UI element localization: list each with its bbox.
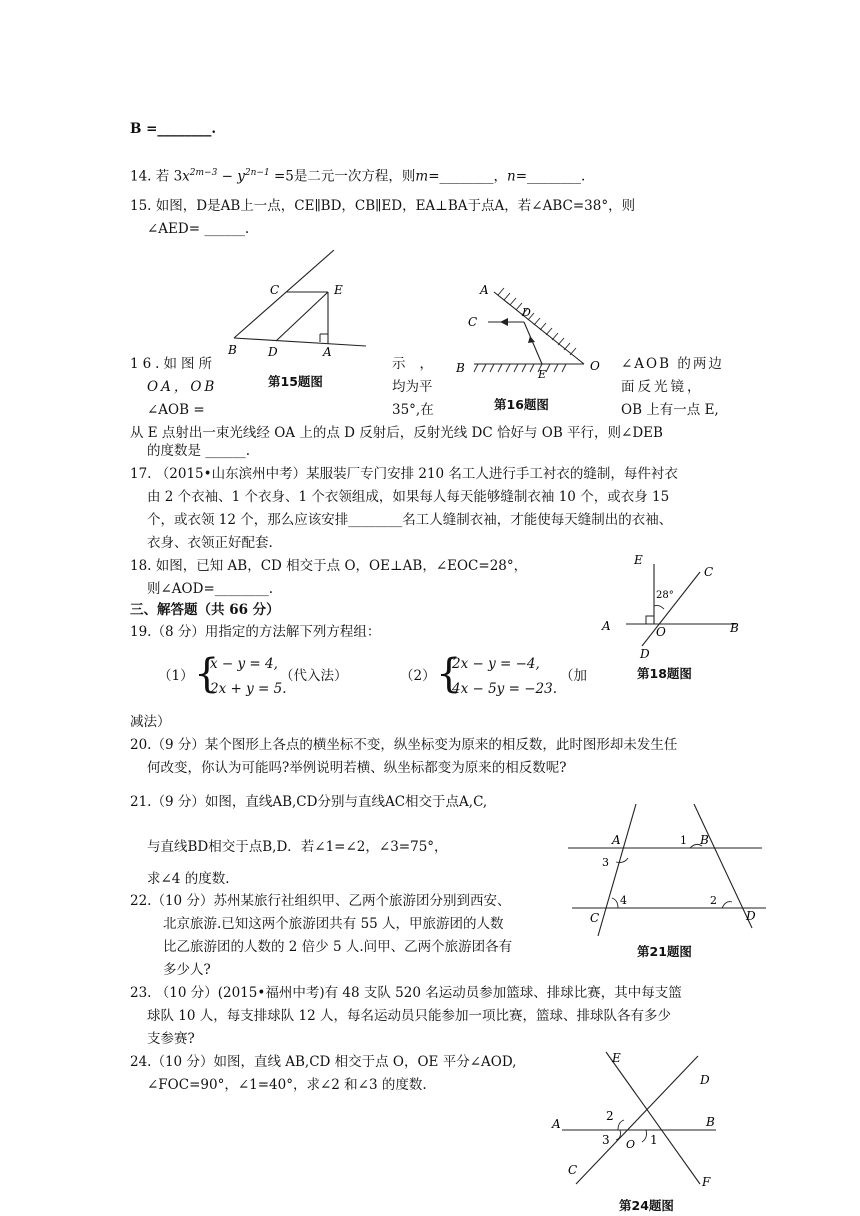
q16-col3-line1: ∠AOB 的两边 [621,356,724,372]
q16-col3-line2: 面反光镜， [621,379,704,395]
q19-brace-2: { [436,651,462,697]
fig15-label-c: C [270,283,280,297]
section-3-heading: 三、解答题（共 66 分） [130,602,280,618]
fig24-label-1: 1 [650,1133,658,1147]
fig16-label-a: A [480,283,489,297]
fig16-label-e: E [538,368,547,380]
fig16-label-o: O [590,359,600,373]
q14-m: m [415,168,429,185]
q19-eq2b: 4x − 5y = −23. [452,681,557,697]
q18-line2: 则∠AOD=________. [147,581,274,597]
fig21-label-a: A [612,833,621,847]
fig21-label-1: 1 [680,834,687,847]
fig15-label-e: E [334,283,343,297]
q19-part1-label: （1） [158,668,194,684]
q16-col2-line2: 均为平 [392,379,433,395]
fig24-label-o: O [626,1138,636,1151]
q20-line2: 何改变，你认为可能吗?举例说明若横、纵坐标都变为原来的相反数呢? [147,760,567,776]
q17-line1: 17. （2015•山东滨州中考）某服装厂专门安排 210 名工人进行手工衬衣的缝制，每件衬衣 [130,466,678,482]
fig15-label-b: B [228,343,237,357]
figure-16 [452,280,612,380]
q19-part2-label: （2） [400,668,436,684]
q22-line3: 比乙旅游团的人数的 2 倍少 5 人.问甲、乙两个旅游团各有 [163,939,513,955]
q14-m-blank: =________， [428,168,507,185]
q21-line3: 求∠4 的度数. [147,871,230,887]
fig24-label-c: C [568,1163,578,1177]
question-14 [130,163,585,187]
figure-18 [596,550,756,660]
fig21-label-4: 4 [620,894,627,907]
fig24-label-a: A [552,1117,561,1131]
q23-line1: 23. （10 分）(2015•福州中考)有 48 支队 520 名运动员参加篮球、排球比赛，其中每支篮 [130,985,682,1001]
q13-answer-blank: B =________. [130,121,217,137]
q16-col3-line3: OB 上有一点 E, [621,402,719,418]
fig18-label-o: O [656,625,666,639]
q20-line1: 20.（9 分）某个图形上各点的横坐标不变，纵坐标变为原来的相反数，此时图形却未发生任 [130,737,678,753]
q14-post: =5是二元一次方程，则 [273,168,416,185]
fig18-angle: 28° [656,590,674,601]
fig21-label-d: D [746,909,756,923]
fig18-caption: 第18题图 [637,666,692,681]
fig16-caption: 第16题图 [494,397,549,412]
fig21-label-b: B [700,833,709,847]
fig16-label-b: B [456,361,465,375]
q16-col2-line3: 35°,在 [392,402,434,418]
q19-eq2a: 2x − y = −4, [452,656,540,672]
fig21-label-c: C [590,911,600,925]
q19-brace-1: { [194,651,220,697]
q14-n: n [507,168,516,185]
q15-line1: 15. 如图，D是AB上一点，CE∥BD，CB∥ED，EA⊥BA于点A，若∠ABC=38°，则 [130,198,636,214]
q16-line4: 从 E 点射出一束光线经 OA 上的点 D 反射后，反射光线 DC 恰好与 OB 平行，则∠DEB [130,425,663,441]
q18-line1: 18. 如图，已知 AB，CD 相交于点 O，OE⊥AB，∠EOC=28°， [130,558,528,574]
q16-col1-line3: ∠AOB = [147,402,205,418]
fig18-label-a: A [602,619,611,633]
q14-n-blank: =________. [515,168,586,185]
fig24-caption: 第24题图 [619,1198,674,1213]
q22-line1: 22.（10 分）苏州某旅行社组织甲、乙两个旅游团分别到西安、 [130,893,511,909]
q16-col1-line1: 16.如图所 [130,356,216,372]
q22-line4: 多少人? [163,962,211,978]
q24-line1: 24.（10 分）如图，直线 AB,CD 相交于点 O，OE 平分∠AOD, [130,1054,517,1070]
q16-col1-line2: OA，OB [147,379,218,395]
q19-method1: （代入法） [280,668,348,684]
fig24-label-3: 3 [602,1133,610,1147]
q16-col2-line1: 示， [392,356,447,372]
figure-24 [546,1048,726,1194]
q14-exp2: 2n−1 [244,168,270,178]
figure-21 [562,800,772,940]
q19-method2b: 减法） [130,714,171,730]
q17-line4: 衣身、衣领正好配套. [147,535,273,551]
q14-y: y [237,168,245,185]
q14-number: 14. [130,168,152,185]
q15-line2: ∠AED= ______. [147,221,250,237]
fig18-label-c: C [704,565,714,579]
q17-line2: 由 2 个衣袖、1 个衣身、1 个衣领组成，如果每人每天能够缝制衣袖 10 个，或衣身 15 [147,489,670,505]
q19-method2a: （加 [560,668,587,684]
fig24-label-f: F [702,1175,711,1189]
q14-minus: − [217,168,238,185]
fig15-caption: 第15题图 [268,374,323,389]
fig16-label-d: D [522,306,531,319]
fig24-label-b: B [706,1115,715,1129]
q22-line2: 北京旅游.已知这两个旅游团共有 55 人，甲旅游团的人数 [163,916,504,932]
fig21-label-3: 3 [602,856,609,869]
q14-pre: 若 3 [155,168,183,185]
q14-exp1: 2m−3 [189,168,218,178]
fig15-label-a: A [323,345,332,359]
fig18-label-d: D [640,647,650,660]
fig24-label-e: E [612,1051,621,1065]
fig24-label-d: D [700,1073,710,1087]
q21-line2: 与直线BD相交于点B,D．若∠1=∠2，∠3=75°， [147,839,448,855]
q19-eq1a: x − y = 4, [210,656,278,672]
q23-line3: 支参赛? [147,1031,195,1047]
q24-line2: ∠FOC=90°，∠1=40°，求∠2 和∠3 的度数. [147,1077,427,1093]
fig24-label-2: 2 [606,1109,614,1123]
q16-line5: 的度数是 ______. [147,443,251,459]
q19-eq1b: 2x + y = 5. [210,681,287,697]
q14-x: x [182,168,190,185]
fig21-label-2: 2 [710,894,717,907]
q21-line1: 21.（9 分）如图，直线AB,CD分别与直线AC相交于点A,C, [130,794,488,810]
q19-line1: 19.（8 分）用指定的方法解下列方程组： [130,624,381,640]
q23-line2: 球队 10 人，每支排球队 12 人，每名运动员只能参加一项比赛，篮球、排球队各有多少 [147,1008,672,1024]
figure-15 [226,250,366,360]
fig21-caption: 第21题图 [637,944,692,959]
fig18-label-b: B [730,621,739,635]
fig16-label-c: C [468,315,478,329]
fig15-label-d: D [268,345,278,359]
fig18-label-e: E [634,553,643,567]
q17-line3: 个，或衣领 12 个，那么应该安排________名工人缝制衣袖，才能使每天缝制出的衣袖、 [147,512,673,528]
